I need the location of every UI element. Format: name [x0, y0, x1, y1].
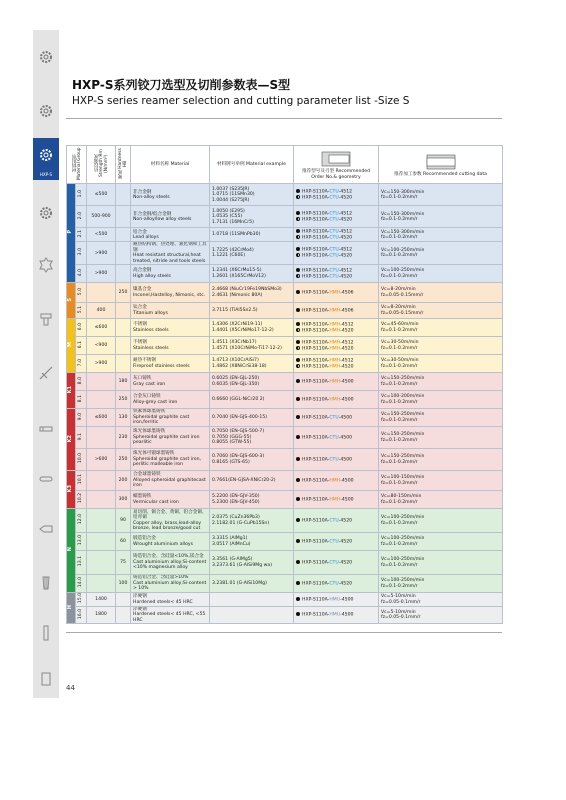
strength-cell: ≤600 [87, 409, 116, 427]
tool-cell [294, 206, 379, 228]
material-number: 5.1 [76, 303, 87, 319]
tool-cell [294, 607, 379, 624]
table-row [67, 509, 503, 533]
strength-cell [87, 373, 116, 391]
strength-cell: >900 [87, 355, 116, 373]
tool-order-number[interactable]: HXP-S110A-CTU-4520 [296, 253, 376, 259]
material-cell: 耐热不锈钢 Fireproof stainless steels [131, 355, 210, 373]
strength-cell [87, 575, 116, 593]
strength-cell: 400 [87, 303, 116, 319]
blind-hole-icon [296, 497, 300, 501]
page-title-en: HXP-S series reamer selection and cutting parameter list -Size S [72, 95, 410, 107]
material-number: 7.0 [76, 355, 87, 373]
drill-icon[interactable] [33, 360, 59, 386]
strength-cell [87, 283, 116, 303]
tool-cell [294, 242, 379, 265]
tool-order-number[interactable]: HXP-S110A-CTU-4512 [296, 211, 376, 217]
top-rule [66, 118, 502, 119]
gear-icon[interactable] [33, 98, 59, 124]
cutting-data-cell: Vc=5-10m/min fz=0.05-0.1mm/r [379, 593, 503, 607]
blind-hole-icon [296, 397, 300, 401]
tool-order-number[interactable]: HXP-S110A-CTU-4520 [296, 539, 376, 545]
material-number: 6.1 [76, 337, 87, 355]
example-cell: 0.6660 (GGL-NiCr20 2) [210, 391, 294, 409]
example-cell: 1.0037 (S235JR) 1.0715 (11SMn30) 1.0044 (S275JR) [210, 184, 294, 206]
cutting-data-cell: Vc=150-300m/min fz=0.1-0.2mm/r [379, 206, 503, 228]
cutting-data-cell: Vc=150-300m/min fz=0.1-0.2mm/r [379, 184, 503, 206]
material-number: 9.0 [76, 409, 87, 427]
material-number: 3.0 [76, 242, 87, 265]
table-row [67, 593, 503, 607]
tool-cell [294, 409, 379, 427]
tool-cell [294, 427, 379, 449]
blind-hole-icon [296, 518, 300, 522]
table-row [67, 409, 503, 427]
tool-order-number[interactable]: HXP-S110A-HMU-4500 [296, 597, 376, 603]
table-row [67, 337, 503, 355]
bore-diagram-icon [321, 151, 351, 167]
strength-cell: >600 [87, 449, 116, 471]
material-number: 9.1 [76, 427, 87, 449]
strength-cell [87, 471, 116, 491]
through-hole-icon [296, 253, 300, 257]
cutting-data-cell: Vc=30-50m/min fz=0.1-0.2mm/r [379, 355, 503, 373]
example-cell: 0.7050 (EN-GJS-500-7) 0.7050 (GGG-55) 0.8055 (GTW-55) [210, 427, 294, 449]
table-row [67, 449, 503, 471]
blind-hole-icon [296, 290, 300, 294]
tool-order-number[interactable]: HXP-S110A-CTU-4512 [296, 189, 376, 195]
tool-cell [294, 471, 379, 491]
strength-cell: ≤500 [87, 184, 116, 206]
example-cell: 3.3561 (G-AlMg5) 3.2373.61 (G-AlSi9Mg wa) [210, 551, 294, 575]
strength-cell: 1400 [87, 593, 116, 607]
tool-icon[interactable] [33, 416, 59, 442]
example-cell: 1.7225 (42CrMo4) 1.1221 (C60E) [210, 242, 294, 265]
tool-cell [294, 337, 379, 355]
tool-cell [294, 228, 379, 242]
cutting-data-cell: Vc=45-60m/min fz=0.1-0.2mm/r [379, 319, 503, 337]
strength-cell [87, 533, 116, 551]
material-number: 4.0 [76, 265, 87, 283]
example-cell: 1.4511 (X3CrNb17) 1.4571 (X10CrNiMo-Ti17-12-2) [210, 337, 294, 355]
example-cell: 0.7040 (EN-GJS-400-15) [210, 409, 294, 427]
tool-cell [294, 319, 379, 337]
tool-order-number[interactable]: HXP-S110A-HMH-4506 [296, 308, 376, 314]
table-row [67, 533, 503, 551]
tool-order-number[interactable]: HXP-S110A-HMH-4500 [296, 379, 376, 385]
material-number: 8.1 [76, 391, 87, 409]
material-group-cell: N [67, 509, 76, 593]
header-material: 材料名称 Material [131, 146, 210, 184]
table-row [67, 206, 503, 228]
tool-cell [294, 265, 379, 283]
strength-cell [87, 509, 116, 533]
hardness-cell [116, 228, 131, 242]
tool-cell [294, 303, 379, 319]
collet-icon[interactable] [33, 570, 59, 596]
blind-hole-icon [296, 597, 300, 601]
table-header [67, 146, 503, 184]
strength-cell [87, 551, 116, 575]
tool-cell [294, 355, 379, 373]
gear-icon[interactable] [33, 200, 59, 226]
table-row [67, 283, 503, 303]
example-cell: 1.2341 (X6CrMo15-5) 1.2601 (X165CrMoV12) [210, 265, 294, 283]
material-cell: 非合金钢/低合金钢 Non-alloy/low alloy steels [131, 206, 210, 228]
tool-order-number[interactable]: HXP-S110A-CTU-4500 [296, 457, 376, 463]
material-group-cell: K1 [67, 373, 76, 409]
tool-order-number[interactable]: HXP-S110A-CTU-4520 [296, 235, 376, 241]
tool-order-number[interactable]: HXP-S110A-HMH-4500 [296, 478, 376, 484]
material-group-cell: P [67, 184, 76, 283]
material-number: 14.0 [76, 575, 87, 593]
strength-cell [87, 491, 116, 509]
hardness-cell: 200 [116, 471, 131, 491]
tool-order-number[interactable]: HXP-S110A-HMH-4500 [296, 397, 376, 403]
material-number: 12.0 [76, 509, 87, 533]
example-cell: 2.4668 (NiuCr19Fe19NbSMo3) 2.4631 (Nimonic 80A) [210, 283, 294, 303]
strength-cell: >900 [87, 265, 116, 283]
through-hole-icon [296, 195, 300, 199]
material-number: 6.0 [76, 319, 87, 337]
tool-order-number[interactable]: HXP-S110A-HMU-4500 [296, 612, 376, 618]
cutting-data-cell: Vc=100-250m/min fz=0.1-0.2mm/r [379, 551, 503, 575]
parameter-table [66, 145, 503, 624]
tool-order-number[interactable]: HXP-S110A-CTU-4520 [296, 518, 376, 524]
strength-cell [87, 391, 116, 409]
table-row [67, 607, 503, 624]
material-cell: 灰口铸铁 Gray cast iron [131, 373, 210, 391]
through-hole-icon [296, 346, 300, 350]
material-cell: 易切削、铜合金、黄铜、铅合金铜、铅青铜 Copper alloy, brass,lead-alloy bronze, lead bronze/good cut [131, 509, 210, 533]
blind-hole-icon [296, 539, 300, 543]
hardness-cell [116, 242, 131, 265]
tool-icon[interactable] [33, 516, 59, 542]
table-row [67, 184, 503, 206]
tool-order-number[interactable]: HXP-S110A-CTU-4520 [296, 195, 376, 201]
blind-hole-icon [296, 189, 300, 193]
hardness-cell [116, 355, 131, 373]
hardness-cell [116, 607, 131, 624]
side-nav [33, 30, 59, 698]
hardness-cell: 250 [116, 283, 131, 303]
cutting-data-cell: Vc=100-250m/min fz=0.1-0.2mm/r [379, 575, 503, 593]
cutting-data-cell: Vc=150-250m/min fz=0.1-0.2mm/r [379, 427, 503, 449]
material-cell: 铅合金 Lead alloys [131, 228, 210, 242]
tool-order-number[interactable]: HXP-S110A-CTU-4512 [296, 229, 376, 235]
cutting-data-cell: Vc=80-150m/min fz=0.1-0.2mm/r [379, 491, 503, 509]
material-cell: 不锈钢 Stainless steels [131, 337, 210, 355]
sidebar-active-label: HXP-S [39, 172, 53, 177]
page-number: 44 [66, 684, 75, 692]
strength-cell: 500-900 [87, 206, 116, 228]
example-cell: 1.4306 (X2CrNi19-11) 1.4401 (X5CrNiMo17-12-2) [210, 319, 294, 337]
blind-hole-icon [296, 322, 300, 326]
material-cell: 淬硬钢 Hardened steels< 45 HRC, <55 HRC [131, 607, 210, 624]
table-row [67, 575, 503, 593]
blind-hole-icon [296, 229, 300, 233]
hardness-cell [116, 337, 131, 355]
strength-cell: ≤600 [87, 319, 116, 337]
through-hole-icon [296, 217, 300, 221]
blind-hole-icon [296, 247, 300, 251]
strength-cell [87, 427, 116, 449]
material-number: 1.0 [76, 184, 87, 206]
material-group-cell: K2 [67, 409, 76, 471]
blind-hole-icon [296, 358, 300, 362]
blind-hole-icon [296, 581, 300, 585]
material-group-cell: S [67, 283, 76, 319]
table-row [67, 391, 503, 409]
tool-cell [294, 373, 379, 391]
hardness-cell [116, 184, 131, 206]
tool-order-number[interactable]: HXP-S110A-HMH-4512 [296, 322, 376, 328]
material-cell: 铁素体球墨铸铁 Spheroidal graphite cast iron,ferritic [131, 409, 210, 427]
table-row [67, 265, 503, 283]
material-cell: 锻造铝合金 Wrought aluminium alloys [131, 533, 210, 551]
cutting-data-cell: Vc=150-250m/min fz=0.1-0.2mm/r [379, 409, 503, 427]
hardness-cell: 60 [116, 533, 131, 551]
cutting-data-cell: Vc=30-50m/min fz=0.1-0.2mm/r [379, 337, 503, 355]
hardness-cell [116, 593, 131, 607]
example-cell [210, 607, 294, 624]
material-cell: 珠光体球墨铸铁 Spheroidal graphite cast iron pearlitic [131, 427, 210, 449]
example-cell [210, 593, 294, 607]
material-number: 13.0 [76, 533, 87, 551]
example-cell: 3.2381.01 (G-AlSi10Mg) [210, 575, 294, 593]
hardness-cell [116, 303, 131, 319]
cutting-data-cell: Vc=150-250m/min fz=0.1-0.2mm/r [379, 373, 503, 391]
cutting-data-cell: Vc=100-250m/min fz=0.1-0.2mm/r [379, 265, 503, 283]
strength-cell: >900 [87, 242, 116, 265]
table-row [67, 319, 503, 337]
tool-order-number[interactable]: HXP-S110A-CTU-4512 [296, 268, 376, 274]
through-hole-icon [296, 328, 300, 332]
tool-order-number[interactable]: HXP-S110A-CTU-4520 [296, 581, 376, 587]
material-number: 2.1 [76, 228, 87, 242]
hardness-cell [116, 265, 131, 283]
material-number: 2.0 [76, 206, 87, 228]
page-title-cn: HXP-S系列铰刀选型及切削参数表—S型 [72, 78, 291, 92]
tool-order-number[interactable]: HXP-S110A-HMH-4500 [296, 497, 376, 503]
table-row [67, 427, 503, 449]
strength-cell: <900 [87, 337, 116, 355]
hardness-cell: 230 [116, 427, 131, 449]
header-recommended: 推荐型号及刃型 Recommended Order No.& geometry [294, 146, 379, 184]
blind-hole-icon [296, 379, 300, 383]
example-cell: 0.7661(EN-GJSA-XNiCr20-2) [210, 471, 294, 491]
tool-order-number[interactable]: HXP-S110A-HMH-4520 [296, 328, 376, 334]
plate-icon[interactable] [33, 666, 59, 692]
tool-cell [294, 575, 379, 593]
material-number: 5.0 [76, 283, 87, 303]
tool-cell [294, 509, 379, 533]
hardness-cell: 300 [116, 491, 131, 509]
material-number: 10.2 [76, 491, 87, 509]
material-cell: 合金灰口铸铁 Alloy-grey cast iron [131, 391, 210, 409]
tool-order-number[interactable]: HXP-S110A-CTU-4512 [296, 247, 376, 253]
blind-hole-icon [296, 308, 300, 312]
cutting-data-cell: Vc=150-250m/min fz=0.1-0.2mm/r [379, 449, 503, 471]
example-cell: 2.0375 (CuZn36Pb3) 2.1182.01 (G-CuPb15Sn) [210, 509, 294, 533]
tool-cell [294, 551, 379, 575]
example-cell: 0.7060 (EN-GJS-600-3) 0.8165 (GTS-65) [210, 449, 294, 471]
header-group: 材料组别 Material Group [67, 146, 87, 184]
material-cell: 合金球墨铸铁 Alloyed spheroidal graphitecast iron [131, 471, 210, 491]
example-cell: 1.0050 (E295) 1.0535 (C55) 1.7131 (16MnCr5) [210, 206, 294, 228]
example-cell: 1.4713 (X10CrAlSi7) 1.4862 (X8NiCrSi38-18) [210, 355, 294, 373]
cutting-data-cell: Vc=8-20m/min fz=0.05-0.15mm/r [379, 303, 503, 319]
table-row [67, 373, 503, 391]
hardness-cell [116, 319, 131, 337]
blind-hole-icon [296, 560, 300, 564]
header-example: 材料牌号举例 Material example [210, 146, 294, 184]
cutting-data-cell: Vc=100-250m/min fz=0.1-0.2mm/r [379, 533, 503, 551]
header-strength: 抗拉强度 Strength Rm (N/mm²) [87, 146, 116, 184]
example-cell: 1.0718 (11SMnPb30) [210, 228, 294, 242]
material-cell: 非合金钢 Non-alloy steels [131, 184, 210, 206]
blind-hole-icon [296, 211, 300, 215]
cutting-data-cell: Vc=100-150m/min fz=0.1-0.2mm/r [379, 471, 503, 491]
gear-icon[interactable] [33, 44, 59, 70]
table-row [67, 242, 503, 265]
material-cell: 铸造铝合金、含硅量>10% Cast aluminium alloy;Si-content > 10% [131, 575, 210, 593]
material-cell: 不锈钢 Stainless steels [131, 319, 210, 337]
cutting-data-cell: Vc=8-20m/min fz=0.05-0.15mm/r [379, 283, 503, 303]
material-cell: 耐热结构钢、热处理、氮化钢和工具钢 Heat resistant structural,heat treated, nitride and tools steels [131, 242, 210, 265]
material-number: 10.0 [76, 449, 87, 471]
blind-hole-icon [296, 340, 300, 344]
through-hole-icon [296, 274, 300, 278]
table-row [67, 471, 503, 491]
tool-order-number[interactable]: HXP-S110A-HMH-4512 [296, 358, 376, 364]
material-cell: 钛合金 Titanium alloys [131, 303, 210, 319]
material-group-cell: K3 [67, 471, 76, 509]
tool-cell [294, 391, 379, 409]
through-hole-icon [296, 364, 300, 368]
table-row [67, 303, 503, 319]
example-cell: 3.7115 (TiAl5Sn2.5) [210, 303, 294, 319]
example-cell: 5.2200 (EN-GJV-350) 5.2300 (EN-GJV-450) [210, 491, 294, 509]
blind-hole-icon [296, 415, 300, 419]
material-cell: 高合金钢 High alloy steels [131, 265, 210, 283]
table-row [67, 491, 503, 509]
tool-order-number[interactable]: HXP-S110A-CTU-4520 [296, 274, 376, 280]
tool-cell [294, 593, 379, 607]
sprocket-icon[interactable] [33, 252, 59, 278]
cutting-data-cell: Vc=100-250m/min fz=0.1-0.2mm/r [379, 509, 503, 533]
blind-hole-icon [296, 457, 300, 461]
tool-cell [294, 491, 379, 509]
through-bore-diagram-icon [426, 154, 456, 170]
holder-icon[interactable] [33, 306, 59, 332]
tool-cell [294, 449, 379, 471]
strength-cell: <500 [87, 228, 116, 242]
material-number: 13.1 [76, 551, 87, 575]
blind-hole-icon [296, 435, 300, 439]
hardness-cell: 250 [116, 391, 131, 409]
hardness-cell: 100 [116, 575, 131, 593]
header-cutting: 推荐加工参数 Recommended cutting data [379, 146, 503, 184]
material-group-cell: M [67, 319, 76, 373]
hardness-cell: 75 [116, 551, 131, 575]
table-row [67, 228, 503, 242]
table-body [67, 184, 503, 624]
tool-icon[interactable] [33, 466, 59, 492]
tool-order-number[interactable]: HXP-S110A-HMH-4512 [296, 340, 376, 346]
tool-cell [294, 283, 379, 303]
material-group-cell: H [67, 593, 76, 624]
cutting-data-cell: Vc=150-300m/min fz=0.1-0.2mm/r [379, 228, 503, 242]
through-hole-icon [296, 235, 300, 239]
tool-order-number[interactable]: HXP-S110A-HMH-4506 [296, 290, 376, 296]
strength-cell: 1800 [87, 607, 116, 624]
blind-hole-icon [296, 478, 300, 482]
tool-order-number[interactable]: HXP-S110A-CTU-4500 [296, 435, 376, 441]
table-row [67, 355, 503, 373]
material-number: 15.0 [76, 593, 87, 607]
material-cell: 镍基合金 Inconel,Hastelloy, Nimonic, stc. [131, 283, 210, 303]
cutting-data-cell: Vc=100-200m/min fz=0.1-0.2mm/r [379, 391, 503, 409]
header-hardness: 硬度 Hardness HB [116, 146, 131, 184]
material-cell: 珠光体可锻球墨铸铁 Spheroidal graphite cast iron, perlitic malleable iron [131, 449, 210, 471]
tool-order-number[interactable]: HXP-S110A-HMH-4520 [296, 364, 376, 370]
example-cell: 3.3315 (AlMg1) 3.0517 (AlMnCu) [210, 533, 294, 551]
tool-order-number[interactable]: HXP-S110A-CTU-4520 [296, 560, 376, 566]
material-cell: 蠕墨铸铁 Vermicular cast iron [131, 491, 210, 509]
example-cell: 0.6025 (EN-GJL-250) 0.6035 (EN-GJL-350) [210, 373, 294, 391]
material-number: 10.1 [76, 471, 87, 491]
tool-cell [294, 184, 379, 206]
hardness-cell: 130 [116, 409, 131, 427]
tool-cell [294, 533, 379, 551]
material-number: 16.0 [76, 607, 87, 624]
blind-hole-icon [296, 268, 300, 272]
tool-order-number[interactable]: HXP-S110A-CTU-4500 [296, 415, 376, 421]
material-number: 8.0 [76, 373, 87, 391]
blind-hole-icon [296, 612, 300, 616]
material-cell: 铸造铝合金、含硅量<10%,镁合金 Cast aluminium alloy;Si-content <10% magnesium alloy [131, 551, 210, 575]
reamer-gear-icon[interactable] [33, 138, 59, 180]
hardness-cell [116, 206, 131, 228]
table-row [67, 551, 503, 575]
cutting-data-cell: Vc=5-10m/min fz=0.05-0.1mm/r [379, 607, 503, 624]
hardness-cell: 180 [116, 373, 131, 391]
material-cell: 淬硬钢 Hardened steels< 45 HRC [131, 593, 210, 607]
shank-icon[interactable] [33, 620, 59, 646]
tool-order-number[interactable]: HXP-S110A-CTU-4520 [296, 217, 376, 223]
hardness-cell: 250 [116, 449, 131, 471]
tool-order-number[interactable]: HXP-S110A-HMH-4520 [296, 346, 376, 352]
bottom-rule [66, 632, 502, 633]
cutting-data-cell: Vc=100-250m/min fz=0.1-0.2mm/r [379, 242, 503, 265]
hardness-cell: 90 [116, 509, 131, 533]
